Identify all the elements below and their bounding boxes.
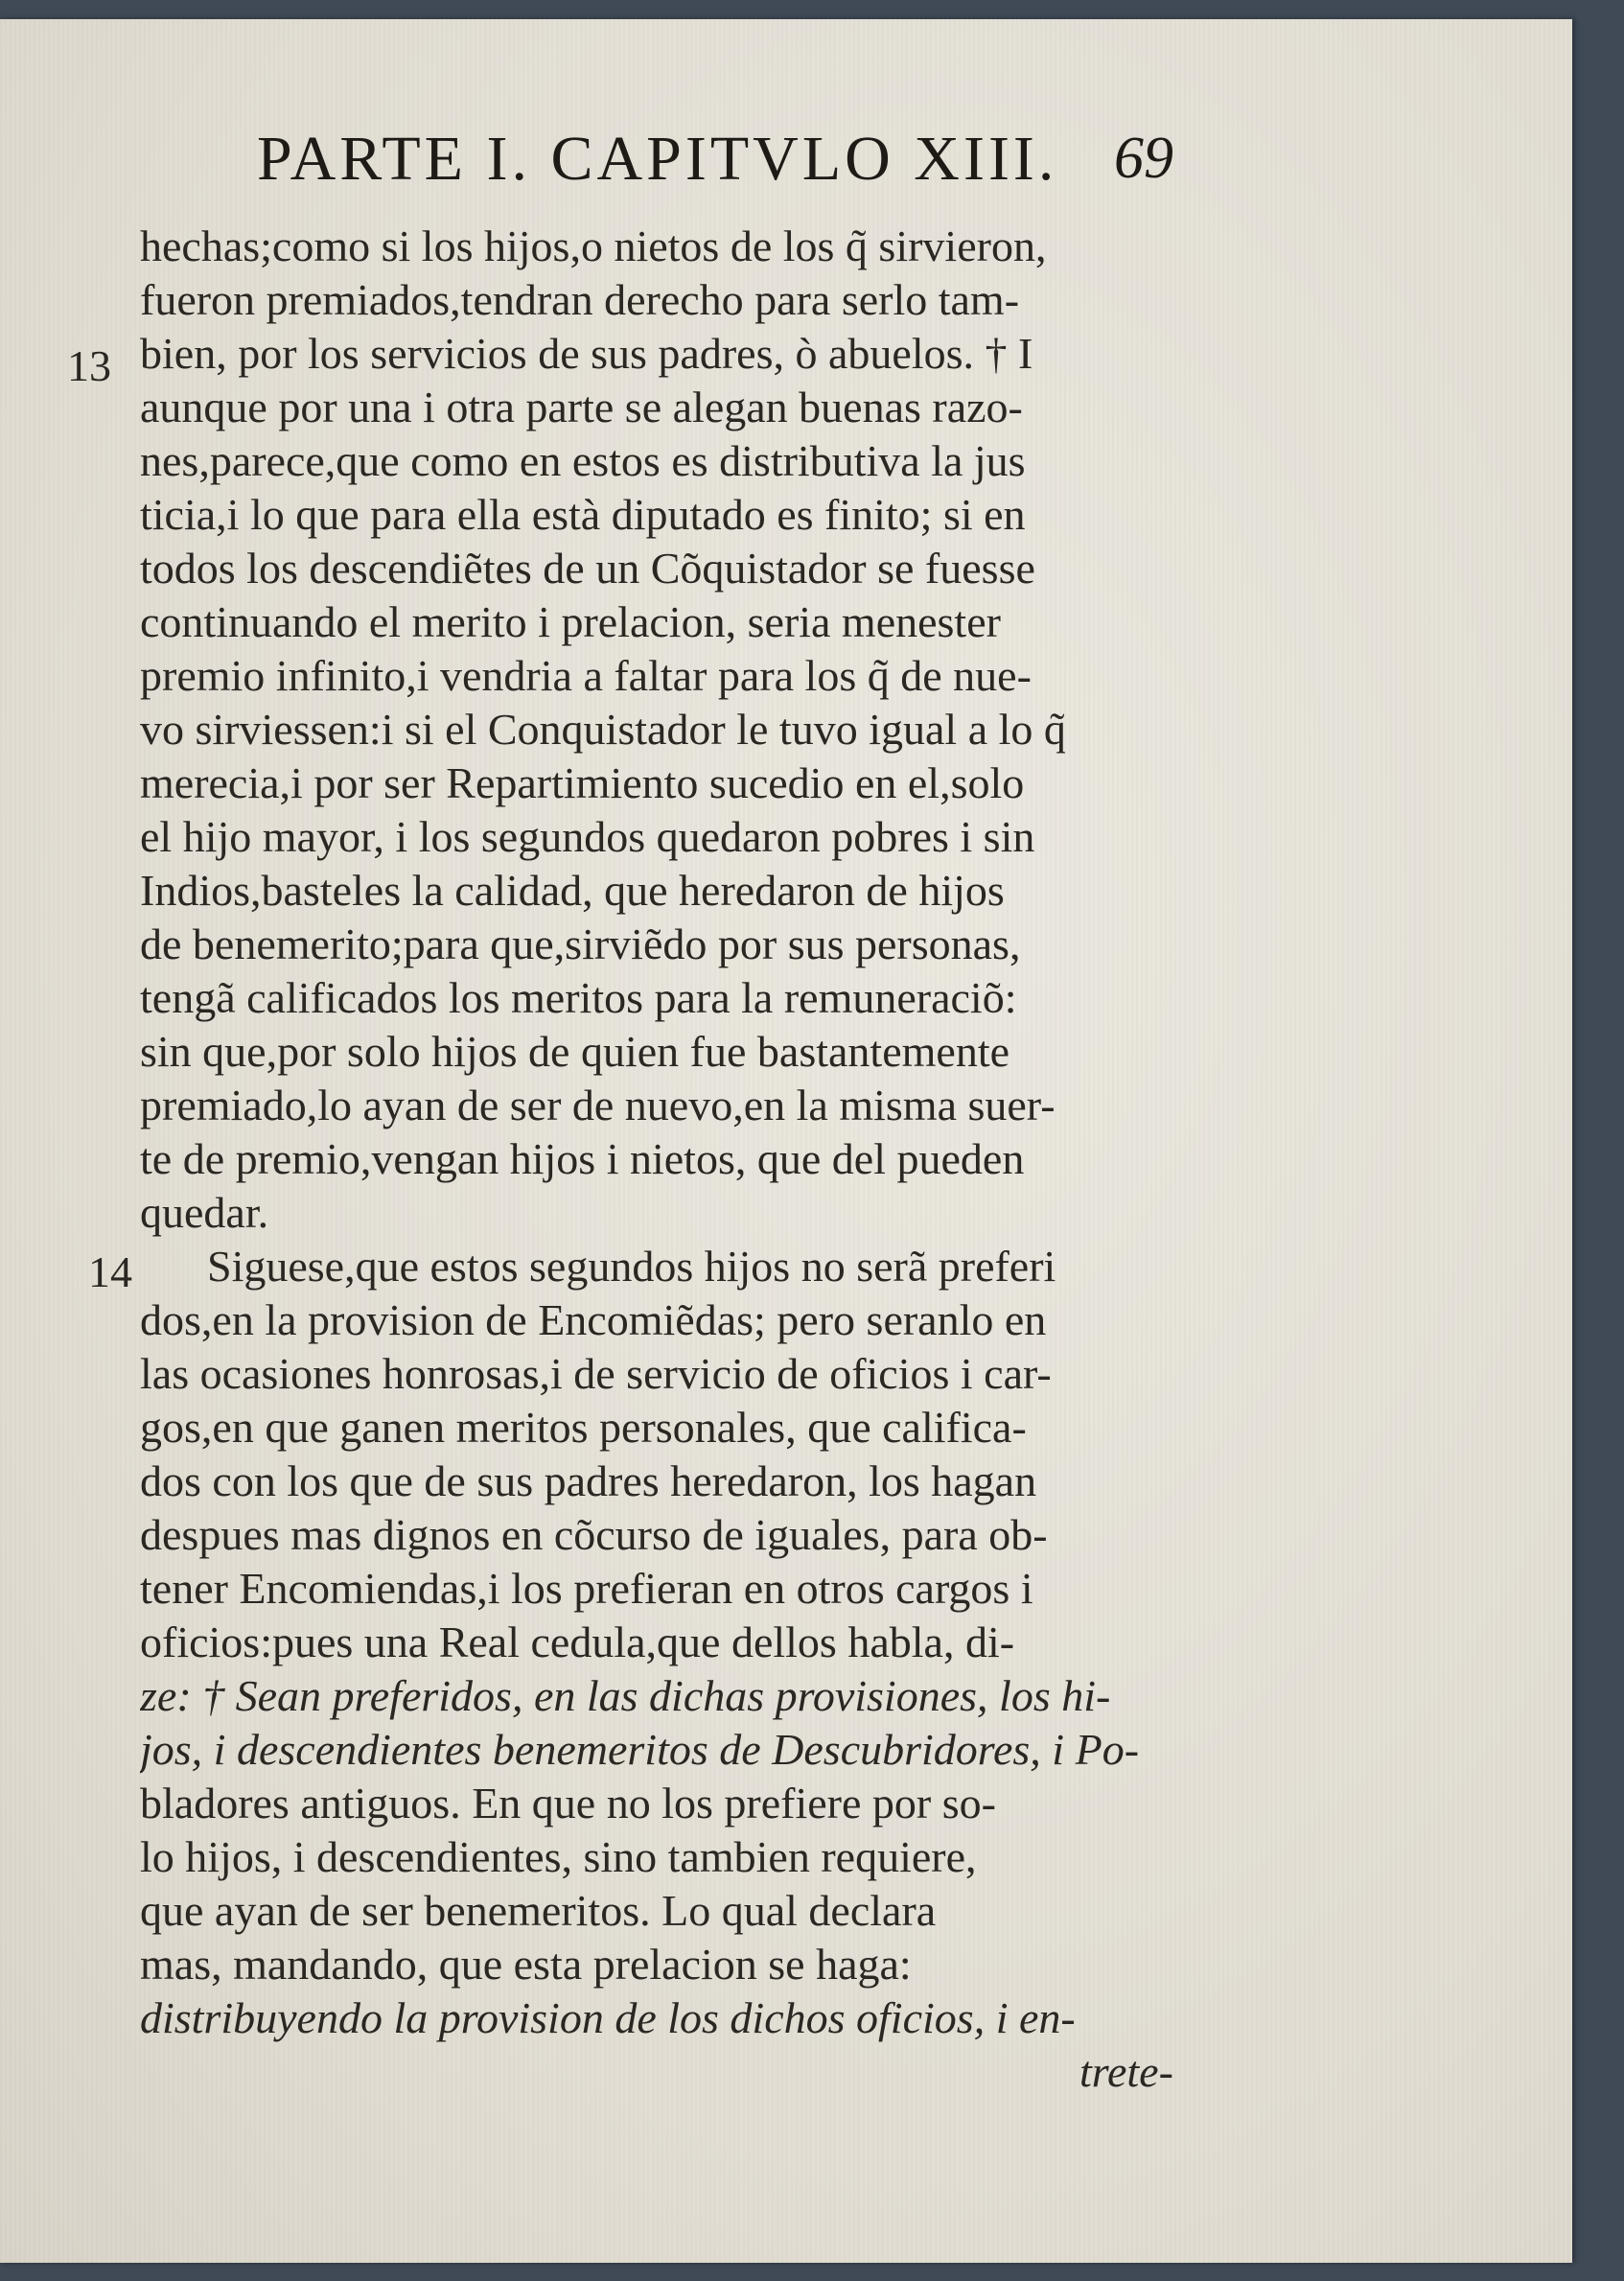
text-line: tener Encomiendas,i los prefieran en otros cargos i bbox=[140, 1564, 1033, 1613]
text-line: premiado,lo ayan de ser de nuevo,en la misma suer- bbox=[140, 1081, 1056, 1129]
text-line: distribuyendo la provision de los dichos oficios, i en- bbox=[140, 1993, 1076, 2042]
text-line: fueron premiados,tendran derecho para serlo tam- bbox=[140, 275, 1020, 324]
text-line: que ayan de ser benemeritos. Lo qual declara bbox=[140, 1886, 937, 1935]
text-line: tengã calificados los meritos para la remuneraciõ: bbox=[140, 973, 1017, 1022]
page-header bbox=[0, 123, 1572, 199]
text-line: sin que,por solo hijos de quien fue bastantemente bbox=[140, 1027, 1010, 1076]
text-line: continuando el merito i prelacion, seria menester bbox=[140, 597, 1001, 646]
text-line: quedar. bbox=[140, 1188, 269, 1237]
text-line: el hijo mayor, i los segundos quedaron pobres i sin bbox=[140, 812, 1035, 861]
text-line: bien, por los servicios de sus padres, ò abuelos. † I bbox=[140, 329, 1033, 378]
running-head: PARTE I. CAPITVLO XIII. bbox=[257, 124, 1058, 194]
margin-number: 14 bbox=[88, 1247, 132, 1296]
text-line: vo sirviessen:i si el Conquistador le tuvo igual a lo q̃ bbox=[140, 705, 1066, 754]
book-page bbox=[0, 19, 1572, 2263]
text-line: ze: † Sean preferidos, en las dichas provisiones, los hi- bbox=[140, 1671, 1111, 1720]
text-line: premio infinito,i vendria a faltar para los q̃ de nue- bbox=[140, 651, 1032, 700]
text-line: bladores antiguos. En que no los prefiere por so- bbox=[140, 1779, 996, 1827]
text-line: te de premio,vengan hijos i nietos, que del pueden bbox=[140, 1134, 1025, 1183]
text-line: dos,en la provision de Encomiẽdas; pero seranlo en bbox=[140, 1295, 1047, 1344]
page-number: 69 bbox=[1114, 126, 1173, 191]
catchword: trete- bbox=[1079, 2047, 1173, 2096]
text-line: jos, i descendientes benemeritos de Descubridores, i Po- bbox=[140, 1725, 1140, 1774]
text-line: merecia,i por ser Repartimiento sucedio en el,solo bbox=[140, 758, 1025, 807]
text-line: despues mas dignos en cõcurso de iguales, para ob- bbox=[140, 1510, 1048, 1559]
text-line: aunque por una i otra parte se alegan buenas razo- bbox=[140, 383, 1023, 431]
text-line: dos con los que de sus padres heredaron, los hagan bbox=[140, 1456, 1037, 1505]
text-line: nes,parece,que como en estos es distributiva la jus bbox=[140, 436, 1026, 485]
text-line: mas, mandando, que esta prelacion se haga: bbox=[140, 1940, 912, 1989]
text-line: Siguese,que estos segundos hijos no serã preferi bbox=[207, 1242, 1056, 1291]
text-line: gos,en que ganen meritos personales, que califica- bbox=[140, 1403, 1027, 1452]
text-line: las ocasiones honrosas,i de servicio de oficios i car- bbox=[140, 1349, 1052, 1398]
text-line: ticia,i lo que para ella està diputado es finito; si en bbox=[140, 490, 1026, 539]
text-line: Indios,basteles la calidad, que heredaron de hijos bbox=[140, 866, 1005, 915]
text-line: todos los descendiẽtes de un Cõquistador se fuesse bbox=[140, 544, 1035, 593]
text-line: hechas;como si los hijos,o nietos de los q̃ sirvieron, bbox=[140, 221, 1047, 270]
text-line: oficios:pues una Real cedula,que dellos habla, di- bbox=[140, 1618, 1015, 1666]
text-line: lo hijos, i descendientes, sino tambien requiere, bbox=[140, 1832, 977, 1881]
text-line: de benemerito;para que,sirviẽdo por sus personas, bbox=[140, 919, 1021, 968]
margin-number: 13 bbox=[67, 341, 111, 390]
